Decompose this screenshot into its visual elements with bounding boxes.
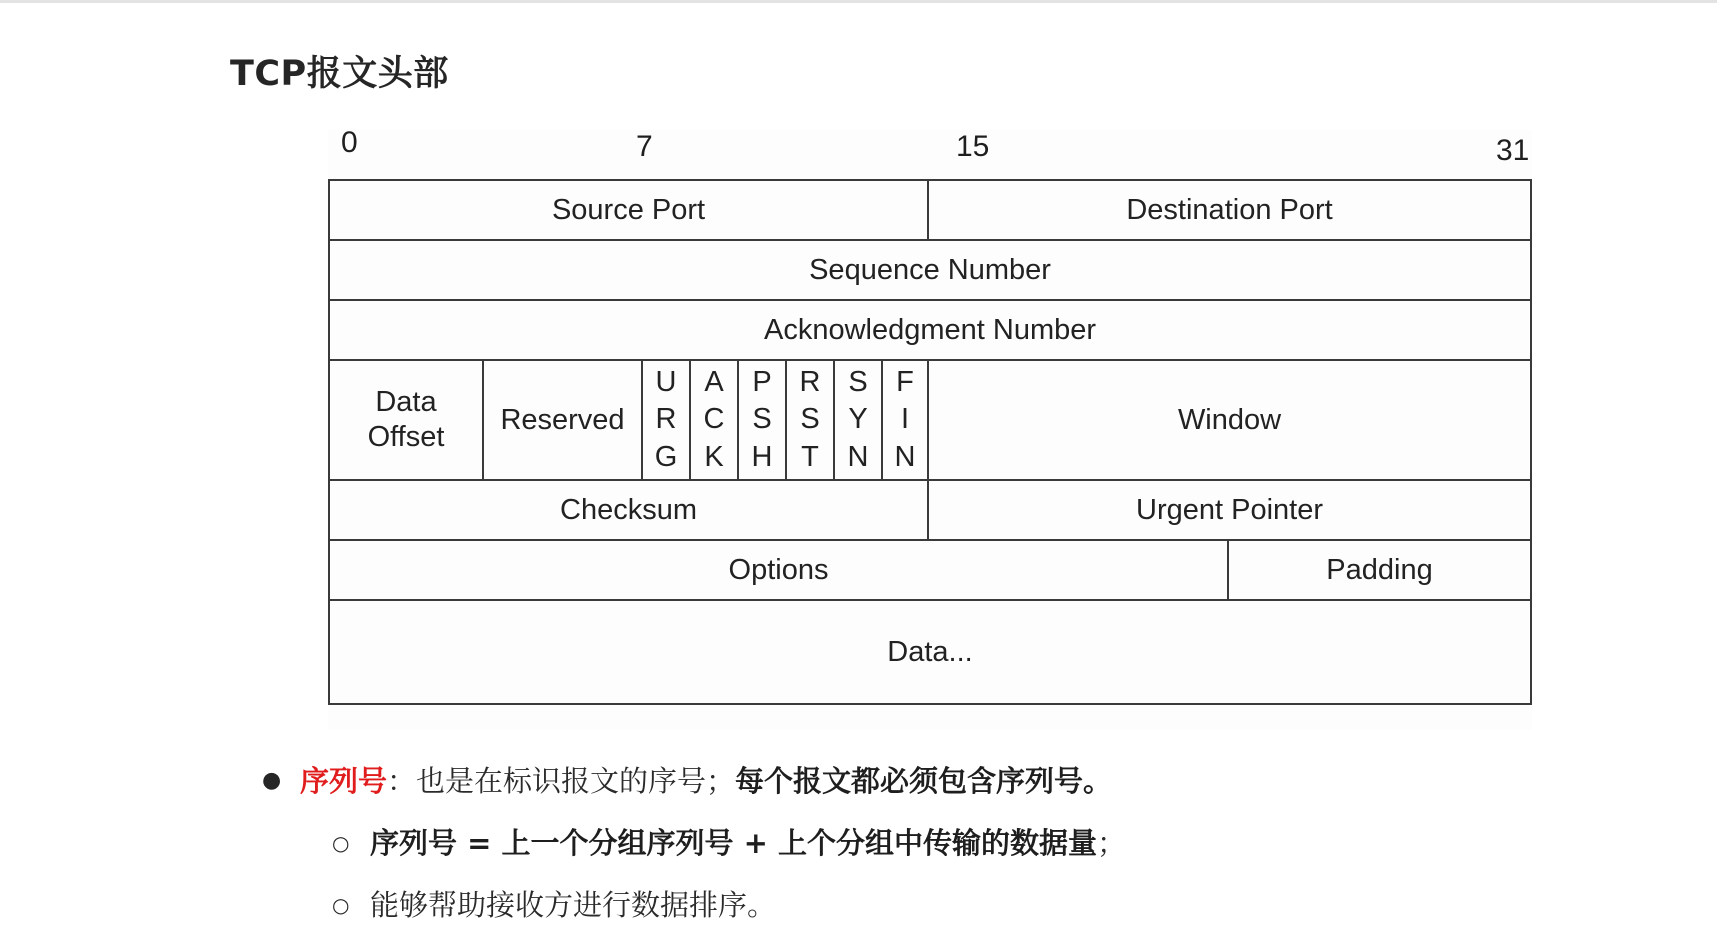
note-text [370,884,776,926]
list-item [262,760,1562,822]
flag-psh-letter: P [752,366,772,399]
note-plain-text: 能够帮助接收方进行数据排序。 [370,888,777,922]
flag-rst-letter: S [800,403,820,436]
header-row-data [329,600,1531,704]
header-row-sequence [329,240,1531,300]
notes-list [262,760,1562,946]
flag-urg-letter: U [655,366,677,399]
header-row-flags [329,360,1531,480]
sequence-number-field: Sequence Number [329,240,1531,300]
list-item [262,822,1562,884]
bullet-circle-icon: ○ [332,893,350,917]
data-offset-field [329,360,483,480]
flag-fin-letter: I [900,403,910,436]
top-divider [0,0,1717,3]
window-field: Window [928,360,1531,480]
bit-label-31: 31 [1496,134,1530,167]
note-tail: ； [1096,826,1126,860]
note-bold-text: 每个报文都必须包含序列号。 [735,764,1113,798]
bit-label-0: 0 [341,126,358,159]
urgent-pointer-field: Urgent Pointer [928,480,1531,540]
header-row-options [329,540,1531,600]
flag-fin-letter: F [896,366,914,399]
flag-ack [690,360,738,480]
source-port-field: Source Port [329,180,928,240]
destination-port-field: Destination Port [928,180,1531,240]
term-separator: ： [387,764,417,798]
tcp-header-diagram [328,126,1532,730]
list-item [262,884,1562,946]
flag-urg [642,360,690,480]
flag-rst-letter: R [799,366,821,399]
header-row-ports [329,180,1531,240]
flag-rst [786,360,834,480]
bit-label-7: 7 [636,130,653,163]
padding-field: Padding [1228,540,1531,600]
bullet-circle-icon: ○ [332,831,350,855]
note-bold-text: 序列号 = 上一个分组序列号 + 上个分组中传输的数据量 [370,826,1097,860]
flag-ack-letter: K [704,440,724,473]
acknowledgment-number-field: Acknowledgment Number [329,300,1531,360]
flag-syn-letter: S [848,366,868,399]
bit-label-15: 15 [956,130,990,163]
flag-fin [882,360,928,480]
checksum-field: Checksum [329,480,928,540]
flag-psh [738,360,786,480]
term-highlight: 序列号 [300,764,388,798]
bullet-disc-icon: ● [262,768,282,793]
flag-psh-letter: S [752,403,772,436]
flag-psh-letter: H [751,440,773,473]
options-field: Options [329,540,1228,600]
flag-rst-letter: T [801,440,819,473]
flag-urg-letter: R [655,403,677,436]
flag-urg-letter: G [654,440,678,473]
flag-syn-letter: Y [848,403,868,436]
flag-fin-letter: N [894,440,916,473]
note-text [300,760,1112,802]
reserved-field: Reserved [483,360,642,480]
flag-ack-letter: C [703,403,725,436]
note-plain-text: 也是在标识报文的序号； [416,764,736,798]
flag-syn [834,360,882,480]
note-text [370,822,1126,864]
flag-ack-letter: A [704,366,724,399]
flag-syn-letter: N [847,440,869,473]
page-title: TCP报文头部 [230,54,449,94]
header-row-ack [329,300,1531,360]
data-offset-line-2: Offset [367,421,445,453]
data-field: Data... [329,600,1531,704]
header-row-checksum [329,480,1531,540]
data-offset-line-1: Data [375,386,437,419]
tcp-header-table [328,179,1532,705]
